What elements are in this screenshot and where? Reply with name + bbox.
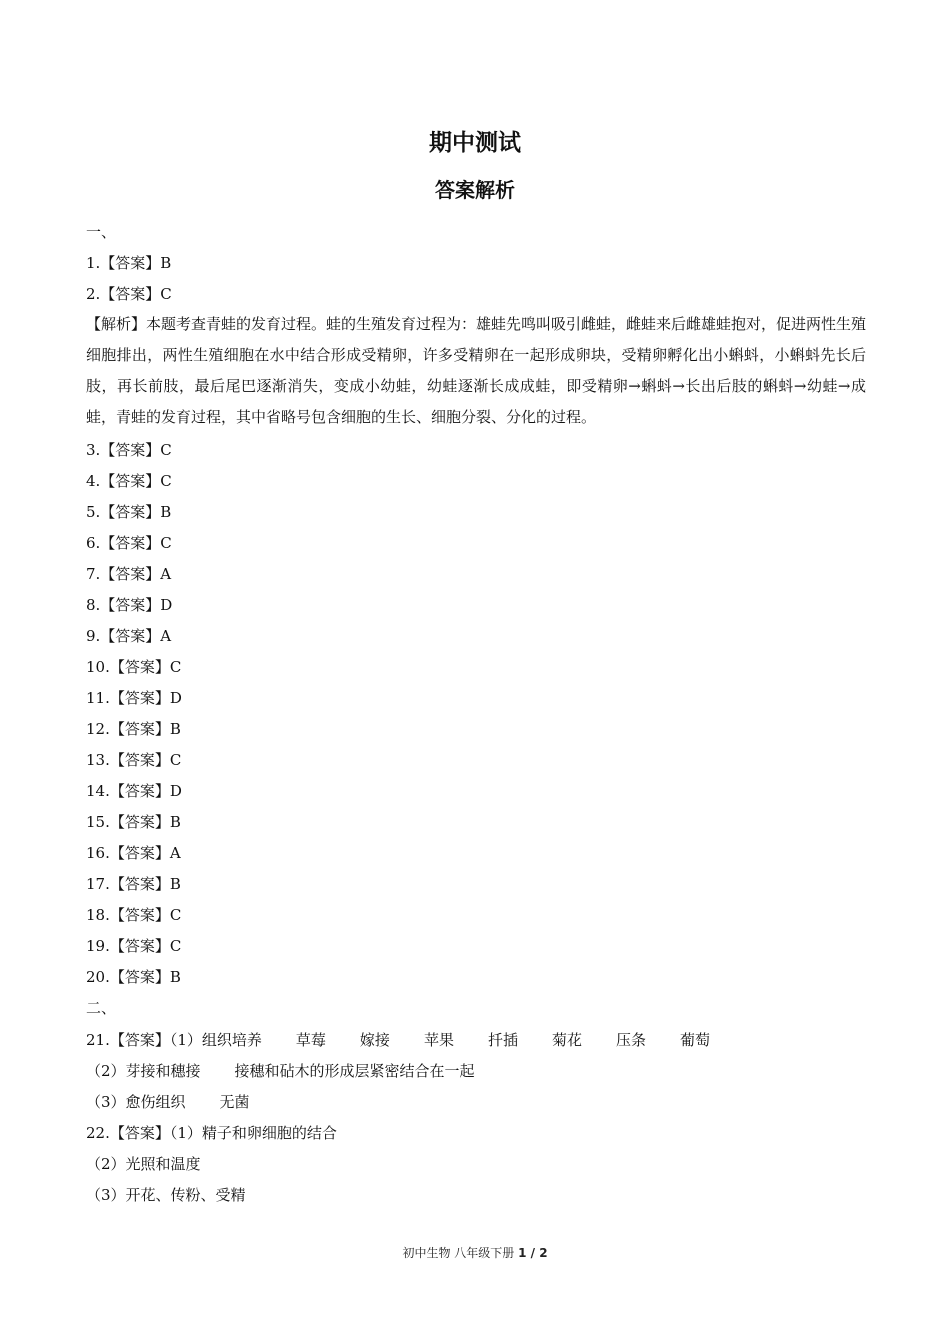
page-title: 期中测试 [429, 130, 521, 156]
footer-text: 初中生物 八年级下册 [402, 1246, 515, 1260]
q21-line2a: （2）芽接和穗接 [86, 1062, 201, 1080]
q21-item: 压条 [615, 1031, 646, 1049]
analysis-paragraph: 【解析】本题考查青蛙的发育过程。蛙的生殖发育过程为：雄蛙先鸣叫吸引雌蛙，雌蛙来后雌雄蛙抱对，促进两性生殖细胞排出，两性生殖细胞在水中结合形成受精卵，许多受精卵在一起形成卵块，受精卵孵化出小蝌蚪，小蝌蚪先长后肢，再长前肢，最后尾巴逐渐消失，变成小幼蛙，幼蛙逐渐长成成蛙，即受精卵→蝌蚪→长出后肢的蝌蚪→幼蛙→成蛙，青蛙的发育过程，其中省略号包含细胞的生长、细胞分裂、分化的过程。 [86, 315, 867, 426]
answer-line: 11.【答案】D [86, 689, 182, 707]
q21-item: 草莓 [295, 1031, 326, 1049]
q22-line1: 22.【答案】（1）精子和卵细胞的结合 [86, 1124, 337, 1142]
answer-line: 13.【答案】C [86, 751, 182, 769]
answer-line: 18.【答案】C [86, 906, 182, 924]
answer-line: 17.【答案】B [86, 875, 181, 893]
q21-prefix: 21.【答案】（1）组织培养 [86, 1031, 262, 1049]
section-heading-2: 二、 [86, 999, 117, 1017]
answer-line: 3.【答案】C [86, 441, 172, 459]
q22-line3: （3）开花、传粉、受精 [86, 1186, 246, 1204]
answer-line: 2.【答案】C [86, 285, 172, 303]
answer-line: 14.【答案】D [86, 782, 182, 800]
q21-item: 苹果 [423, 1031, 454, 1049]
answer-line: 10.【答案】C [86, 658, 182, 676]
q21-line1 [86, 1030, 710, 1050]
answer-line: 9.【答案】A [86, 627, 172, 645]
q21-line3b: 无菌 [219, 1093, 250, 1111]
answer-line: 6.【答案】C [86, 534, 172, 552]
q22-line2: （2）光照和温度 [86, 1155, 201, 1173]
q21-line3a: （3）愈伤组织 [86, 1093, 186, 1111]
q21-line3 [86, 1092, 250, 1112]
page-footer [0, 1244, 950, 1261]
section-heading-1: 一、 [86, 223, 117, 241]
answer-line: 12.【答案】B [86, 720, 181, 738]
q21-item: 葡萄 [680, 1031, 711, 1049]
answer-line: 8.【答案】D [86, 596, 173, 614]
q21-item: 扦插 [487, 1031, 518, 1049]
answer-line: 16.【答案】A [86, 844, 181, 862]
answer-line: 7.【答案】A [86, 565, 172, 583]
answer-line: 1.【答案】B [86, 254, 172, 272]
q21-item: 菊花 [551, 1031, 582, 1049]
q21-line2 [86, 1061, 475, 1081]
answer-line: 4.【答案】C [86, 472, 172, 490]
page-number: 1 / 2 [518, 1246, 548, 1260]
answer-line: 20.【答案】B [86, 968, 181, 986]
page-subtitle: 答案解析 [435, 178, 515, 202]
answer-line: 19.【答案】C [86, 937, 182, 955]
q21-line2b: 接穗和砧木的形成层紧密结合在一起 [234, 1062, 475, 1080]
q21-item: 嫁接 [359, 1031, 390, 1049]
answer-line: 5.【答案】B [86, 503, 172, 521]
answer-line: 15.【答案】B [86, 813, 181, 831]
